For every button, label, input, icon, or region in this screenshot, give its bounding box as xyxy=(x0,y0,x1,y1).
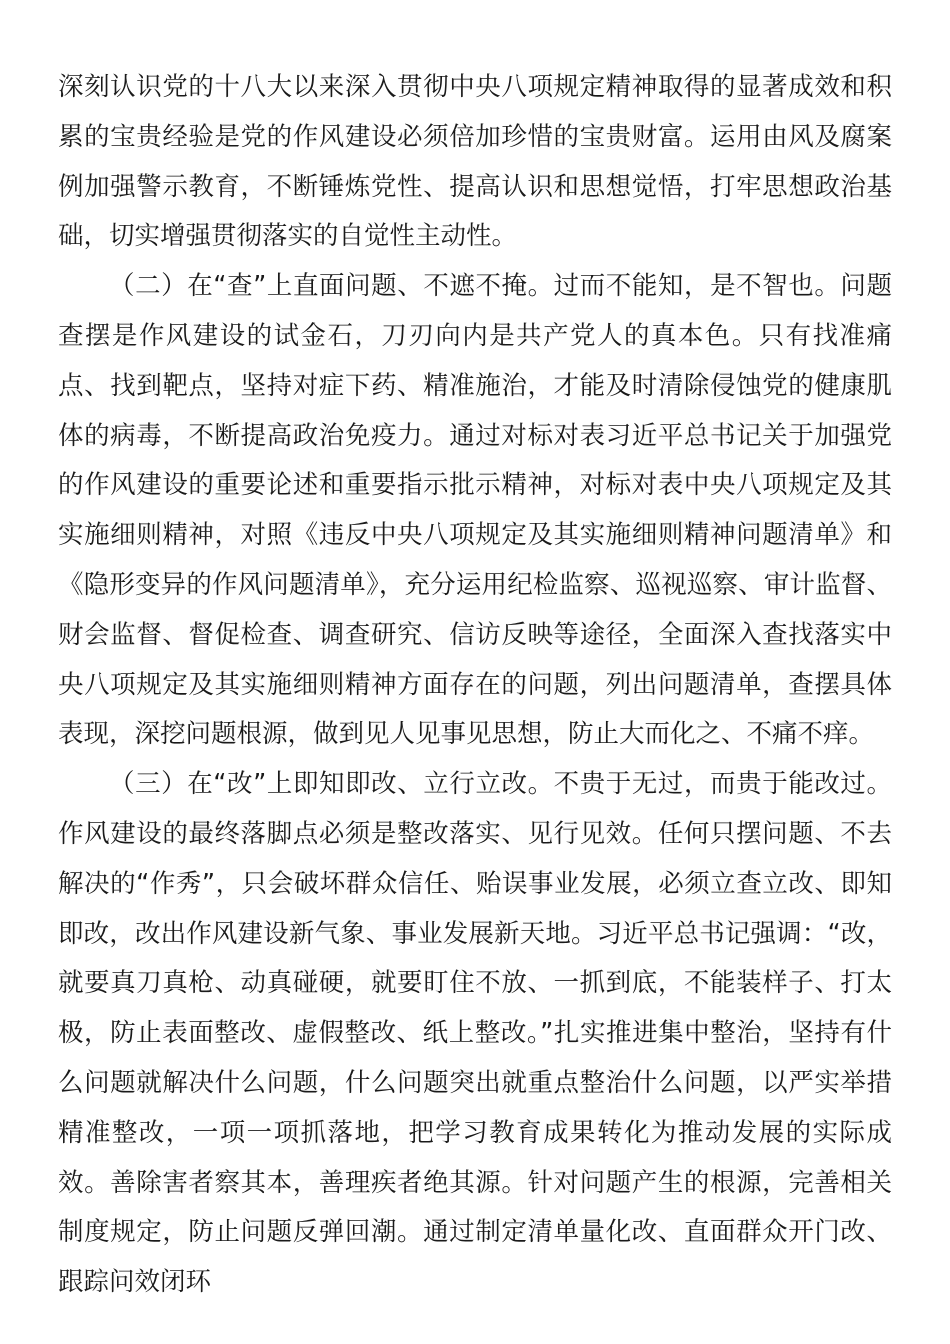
paragraph-section-2-check: （二）在“查”上直面问题、不遮不掩。过而不能知，是不智也。问题查摆是作风建设的试金石，刀刃向内是共产党人的真本色。只有找准痛点、找到靶点，坚持对症下药、精准施治，才能及时清除侵蚀党的健康肌体的病毒，不断提高政治免疫力。通过对标对表习近平总书记关于加强党的作风建设的重要论述和重要指示批示精神，对标对表中央八项规定及其实施细则精神，对照《违反中央八项规定及其实施细则精神问题清单》和《隐形变异的作风问题清单》，充分运用纪检监察、巡视巡察、审计监督、财会监督、督促检查、调查研究、信访反映等途径，全面深入查找落实中央八项规定及其实施细则精神方面存在的问题，列出问题清单，查摆具体表现，深挖问题根源，做到见人见事见思想，防止大而化之、不痛不痒。 xyxy=(58,271,892,750)
paragraph-section-3-rectify: （三）在“改”上即知即改、立行立改。不贵于无过，而贵于能改过。作风建设的最终落脚点必须是整改落实、见行见效。任何只摆问题、不去解决的“作秀”，只会破坏群众信任、贻误事业发展，必须立查立改、即知即改，改出作风建设新气象、事业发展新天地。习近平总书记强调：“改，就要真刀真枪、动真碰硬，就要盯住不放、一抓到底，不能装样子、打太极，防止表面整改、虚假整改、纸上整改。”扎实推进集中整治，坚持有什么问题就解决什么问题，什么问题突出就重点整治什么问题，以严实举措精准整改，一项一项抓落地，把学习教育成果转化为推动发展的实际成效。善除害者察其本，善理疾者绝其源。针对问题产生的根源，完善相关制度规定，防止问题反弹回潮。通过制定清单量化改、直面群众开门改、跟踪问效闭环 xyxy=(58,769,892,1298)
paragraph-continuation: 深刻认识党的十八大以来深入贯彻中央八项规定精神取得的显著成效和积累的宝贵经验是党的作风建设必须倍加珍惜的宝贵财富。运用由风及腐案例加强警示教育，不断锤炼党性、提高认识和思想觉悟，打牢思想政治基础，切实增强贯彻落实的自觉性主动性。 xyxy=(58,72,892,252)
document-page xyxy=(58,63,892,1308)
